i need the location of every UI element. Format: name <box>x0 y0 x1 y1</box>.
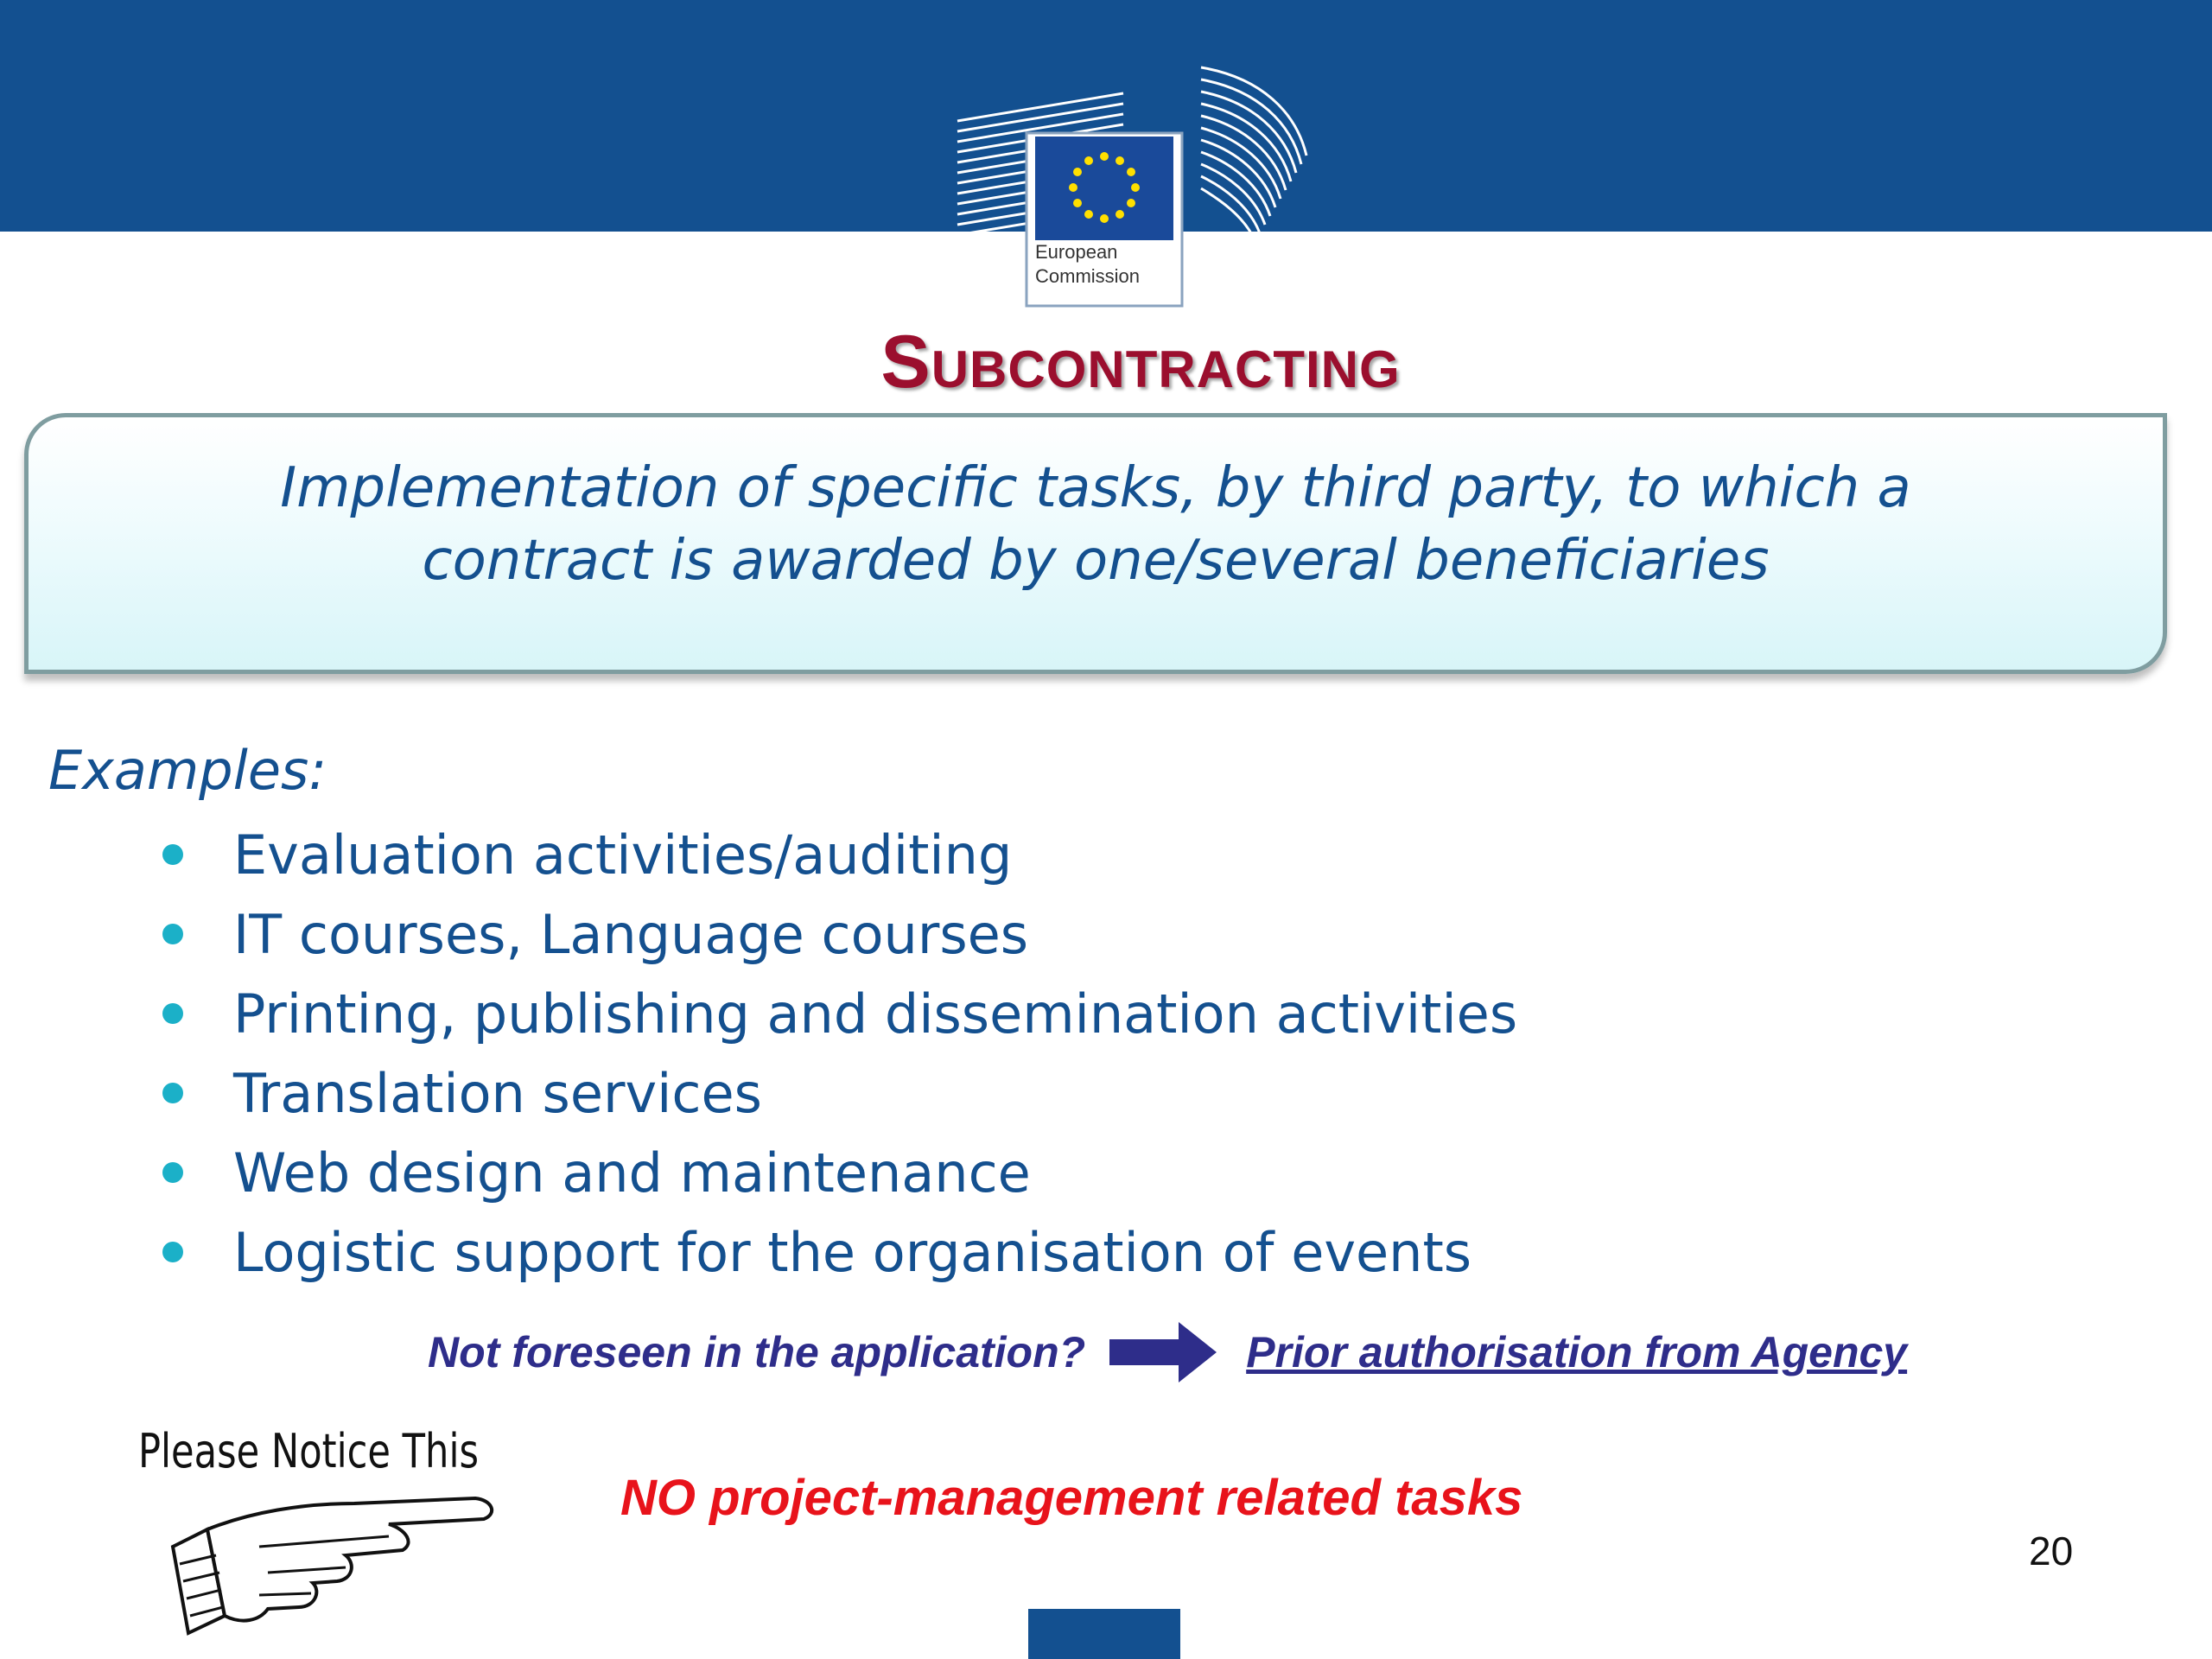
slide-title: Subcontracting <box>880 321 1401 404</box>
bullet-icon <box>162 844 183 865</box>
list-item <box>156 974 1517 1053</box>
list-item <box>156 1133 1517 1212</box>
note-line <box>428 1322 1907 1382</box>
list-item-text: IT courses, Language courses <box>233 902 1029 966</box>
definition-line2: contract is awarded by one/several beneficiaries <box>422 529 1770 593</box>
list-item <box>156 1053 1517 1133</box>
list-item-text: Translation services <box>233 1061 762 1125</box>
list-item <box>156 815 1517 894</box>
list-item-text: Web design and maintenance <box>233 1141 1031 1205</box>
examples-label: Examples: <box>48 739 327 802</box>
list-item <box>156 1212 1517 1292</box>
page-number: 20 <box>2029 1529 2074 1573</box>
definition-line1: Implementation of specific tasks, by third party, to which a <box>280 456 1911 520</box>
note-question: Not foreseen in the application? <box>428 1328 1086 1376</box>
bullet-icon <box>162 1083 183 1103</box>
list-item-text: Evaluation activities/auditing <box>233 823 1013 887</box>
notice-title: Please Notice This <box>138 1424 479 1478</box>
footer-tab <box>1028 1609 1180 1659</box>
bullet-icon <box>162 1242 183 1262</box>
list-item <box>156 894 1517 974</box>
warning-text: NO project-management related tasks <box>620 1470 1523 1526</box>
list-item-text: Printing, publishing and dissemination activities <box>233 982 1518 1046</box>
bullet-icon <box>162 1162 183 1183</box>
logo-text-line2: Commission <box>1035 265 1141 287</box>
prior-authorisation-link[interactable]: Prior authorisation from Agency <box>1246 1328 1908 1376</box>
logo-text <box>1035 240 1173 289</box>
examples-list <box>156 815 1517 1292</box>
logo-text-line1: European <box>1035 241 1118 263</box>
bullet-icon <box>162 924 183 944</box>
definition-box <box>24 413 2167 674</box>
list-item-text: Logistic support for the organisation of events <box>233 1220 1472 1284</box>
right-arrow-icon <box>1109 1322 1217 1382</box>
definition-text <box>80 452 2111 597</box>
bullet-icon <box>162 1003 183 1024</box>
